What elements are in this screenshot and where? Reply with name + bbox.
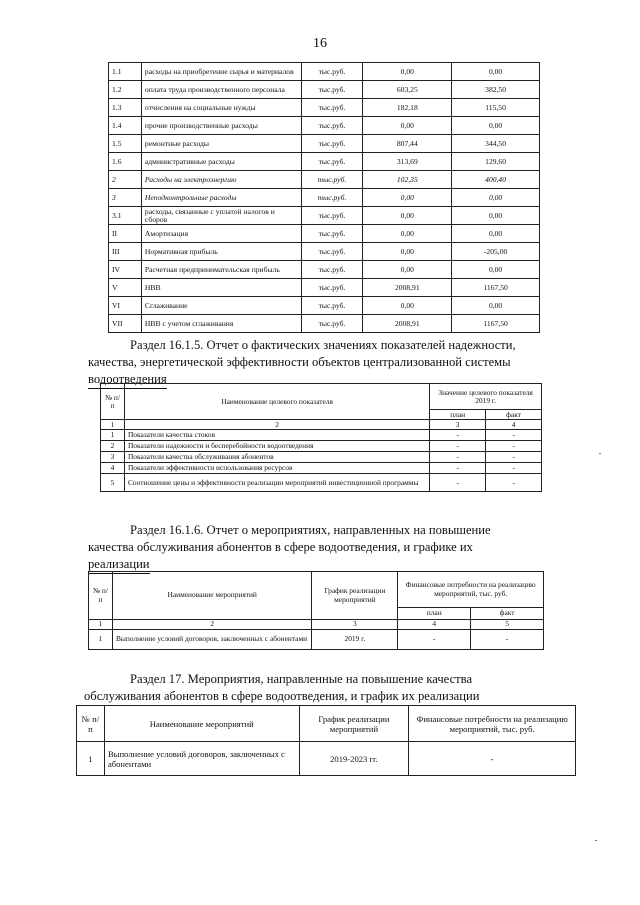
t2-cell-fact: -: [486, 430, 542, 441]
table-row: [109, 99, 540, 117]
section-17-line1: Раздел 17. Мероприятия, направленные на повышение качества: [130, 672, 473, 686]
t1-cell-num: IV: [109, 261, 142, 279]
t3-header-plan: план: [398, 608, 471, 620]
t2-cell-name: Показатели эффективности использования ресурсов: [124, 463, 429, 474]
t4-header-name: Наименование мероприятий: [104, 706, 299, 742]
t2-cell-fact: -: [486, 463, 542, 474]
t3-colnum: 1: [89, 620, 113, 630]
table-row: [101, 441, 542, 452]
table-row: [101, 474, 542, 492]
t1-cell-v2: 0,00: [452, 117, 540, 135]
t4-header-num: № п/п: [77, 706, 105, 742]
t2-cell-num: 3: [101, 452, 125, 463]
t1-cell-v1: 0,00: [363, 243, 452, 261]
t3-header-schedule: График реализации мероприятий: [312, 572, 398, 620]
t1-cell-name: НВВ с учетом сглаживания: [141, 315, 301, 333]
t1-cell-v2: 0,00: [452, 297, 540, 315]
t2-colnum: 3: [430, 420, 486, 430]
table-row: [109, 63, 540, 81]
table-row: [109, 81, 540, 99]
t1-cell-num: 3: [109, 189, 142, 207]
t4-header-schedule: График реализации мероприятий: [299, 706, 409, 742]
t1-cell-v2: 129,60: [452, 153, 540, 171]
t1-cell-v1: 807,44: [363, 135, 452, 153]
t2-header-name: Наименование целевого показателя: [124, 384, 429, 420]
t2-colnum: 1: [101, 420, 125, 430]
t3-colnum: 2: [112, 620, 311, 630]
t1-cell-v2: 400,40: [452, 171, 540, 189]
t2-cell-plan: -: [430, 463, 486, 474]
t1-cell-name: Нормативная прибыль: [141, 243, 301, 261]
t1-cell-name: административные расходы: [141, 153, 301, 171]
measures-report-table: [88, 571, 544, 650]
page-number: 16: [313, 36, 327, 51]
t2-cell-name: Соотношение цены и эффективности реализации мероприятий инвестиционной программы: [124, 474, 429, 492]
t1-cell-unit: тыс.руб.: [301, 117, 363, 135]
t1-cell-num: 1.4: [109, 117, 142, 135]
t2-colnum: 2: [124, 420, 429, 430]
t1-cell-v2: 0,00: [452, 207, 540, 225]
t2-cell-num: 1: [101, 430, 125, 441]
t3-header-name: Наименование мероприятий: [112, 572, 311, 620]
t2-cell-plan: -: [430, 474, 486, 492]
t1-cell-v2: 1167,50: [452, 315, 540, 333]
t1-cell-v2: 344,50: [452, 135, 540, 153]
t1-cell-unit: тыс.руб.: [301, 171, 363, 189]
t1-cell-unit: тыс.руб.: [301, 279, 363, 297]
t1-cell-v1: 102,35: [363, 171, 452, 189]
t1-cell-name: расходы на приобретение сырья и материалов: [141, 63, 301, 81]
section-16-1-6-line1: Раздел 16.1.6. Отчет о мероприятиях, направленных на повышение: [130, 523, 491, 537]
table-row: [101, 463, 542, 474]
t1-cell-name: оплата труда производственного персонала: [141, 81, 301, 99]
t1-cell-num: 1.6: [109, 153, 142, 171]
t1-cell-unit: тыс.руб.: [301, 225, 363, 243]
t1-cell-unit: тыс.руб.: [301, 315, 363, 333]
table-row: [109, 135, 540, 153]
t1-cell-unit: тыс.руб.: [301, 99, 363, 117]
t1-cell-v1: 0,00: [363, 63, 452, 81]
t1-cell-name: Амортизация: [141, 225, 301, 243]
t2-header-value: Значение целевого показателя 2019 г.: [430, 384, 542, 410]
t1-cell-v2: 0,00: [452, 261, 540, 279]
t1-cell-v1: 0,00: [363, 117, 452, 135]
t3-row-schedule: 2019 г.: [312, 630, 398, 650]
t3-colnum: 4: [398, 620, 471, 630]
t1-cell-v1: 2008,91: [363, 279, 452, 297]
t1-cell-v2: 382,50: [452, 81, 540, 99]
t2-cell-num: 5: [101, 474, 125, 492]
t1-cell-num: VII: [109, 315, 142, 333]
table-row: [109, 171, 540, 189]
t2-cell-fact: -: [486, 441, 542, 452]
section-16-1-5-line1: Раздел 16.1.5. Отчет о фактических значениях показателей надежности,: [130, 338, 516, 352]
table-row: [109, 261, 540, 279]
section-16-1-6-line2: качества обслуживания абонентов в сфере водоотведения, и графике их: [88, 540, 473, 554]
t1-cell-num: III: [109, 243, 142, 261]
t1-cell-v2: 115,50: [452, 99, 540, 117]
t1-cell-v1: 313,69: [363, 153, 452, 171]
t1-cell-v1: 0,00: [363, 189, 452, 207]
t1-cell-v1: 2008,91: [363, 315, 452, 333]
t1-cell-name: НВВ: [141, 279, 301, 297]
t1-cell-unit: тыс.руб.: [301, 297, 363, 315]
t2-cell-fact: -: [486, 474, 542, 492]
section-16-1-6-line3: реализации: [88, 556, 150, 574]
t1-cell-v2: -205,00: [452, 243, 540, 261]
measures-plan-table: [76, 705, 576, 776]
table-row: [109, 153, 540, 171]
t1-cell-unit: тыс.руб.: [301, 135, 363, 153]
table-row: [109, 207, 540, 225]
scan-speck: [599, 453, 601, 454]
t2-header-num: № п/п: [101, 384, 125, 420]
t2-cell-name: Показатели качества обслуживания абонентов: [124, 452, 429, 463]
table-row: [89, 630, 544, 650]
t1-cell-v2: 0,00: [452, 189, 540, 207]
t1-cell-unit: тыс.руб.: [301, 261, 363, 279]
t1-cell-num: 1.2: [109, 81, 142, 99]
t4-row-name: Выполнение условий договоров, заключенных с абонентами: [104, 742, 299, 776]
t1-cell-v2: 0,00: [452, 225, 540, 243]
t2-header-plan: план: [430, 410, 486, 420]
t1-cell-v1: 0,00: [363, 261, 452, 279]
t1-cell-v1: 0,00: [363, 225, 452, 243]
t1-cell-unit: тыс.руб.: [301, 81, 363, 99]
t1-cell-name: прочие производственные расходы: [141, 117, 301, 135]
table-row: [101, 430, 542, 441]
t1-cell-unit: тыс.руб.: [301, 243, 363, 261]
t1-cell-v1: 182,18: [363, 99, 452, 117]
t2-cell-fact: -: [486, 452, 542, 463]
table-row: [109, 243, 540, 261]
t1-cell-v1: 0,00: [363, 297, 452, 315]
t1-cell-num: 1.3: [109, 99, 142, 117]
t1-cell-v1: 0,00: [363, 207, 452, 225]
t1-cell-unit: тыс.руб.: [301, 189, 363, 207]
t2-cell-plan: -: [430, 452, 486, 463]
t1-cell-unit: тыс.руб.: [301, 153, 363, 171]
t1-cell-name: Сглаживание: [141, 297, 301, 315]
t3-row-name: Выполнение условий договоров, заключенных с абонентами: [112, 630, 311, 650]
t2-colnum: 4: [486, 420, 542, 430]
t2-cell-name: Показатели надежности и бесперебойности водоотведения: [124, 441, 429, 452]
t2-cell-name: Показатели качества стоков: [124, 430, 429, 441]
section-16-1-5-heading: [88, 337, 576, 389]
t1-cell-name: расходы, связанные с уплатой налогов и сборов: [141, 207, 301, 225]
cost-table: [108, 62, 540, 333]
t1-cell-v1: 603,25: [363, 81, 452, 99]
t3-colnum: 5: [471, 620, 544, 630]
t1-cell-num: 3.1: [109, 207, 142, 225]
t3-row-plan: -: [398, 630, 471, 650]
t4-row-finance: -: [409, 742, 576, 776]
indicators-table: [100, 383, 542, 492]
table-row: [109, 297, 540, 315]
t4-header-finance: Финансовые потребности на реализацию мероприятий, тыс. руб.: [409, 706, 576, 742]
t1-cell-unit: тыс.руб.: [301, 207, 363, 225]
t3-header-finance: Финансовые потребности на реализацию мероприятий, тыс. руб.: [398, 572, 544, 608]
section-16-1-6-heading: [88, 522, 576, 574]
t1-cell-name: Неподконтрольные расходы: [141, 189, 301, 207]
t1-cell-name: Расходы на электроэнергию: [141, 171, 301, 189]
t1-cell-num: 1.5: [109, 135, 142, 153]
section-16-1-5-line2: качества, энергетической эффективности объектов централизованной системы: [88, 355, 511, 369]
t3-row-fact: -: [471, 630, 544, 650]
t1-cell-num: II: [109, 225, 142, 243]
t1-cell-num: 1.1: [109, 63, 142, 81]
table-row: [109, 315, 540, 333]
section-16-1-5-line3: водоотведения: [88, 371, 167, 389]
t1-cell-v2: 1167,50: [452, 279, 540, 297]
section-17-line2: обслуживания абонентов в сфере водоотведения, и график их реализации: [84, 689, 480, 703]
t2-header-fact: факт: [486, 410, 542, 420]
t2-cell-plan: -: [430, 441, 486, 452]
table-row: [77, 742, 576, 776]
t3-colnum: 3: [312, 620, 398, 630]
t3-header-fact: факт: [471, 608, 544, 620]
t2-cell-num: 4: [101, 463, 125, 474]
t4-row-num: 1: [77, 742, 105, 776]
table-row: [109, 279, 540, 297]
table-row: [101, 452, 542, 463]
table-row: [109, 117, 540, 135]
t3-header-num: № п/п: [89, 572, 113, 620]
table-row: [109, 189, 540, 207]
t1-cell-v2: 0,00: [452, 63, 540, 81]
scan-speck: [595, 840, 597, 841]
section-17-heading: [84, 671, 576, 705]
t1-cell-unit: тыс.руб.: [301, 63, 363, 81]
t1-cell-name: ремонтные расходы: [141, 135, 301, 153]
t1-cell-num: V: [109, 279, 142, 297]
t1-cell-name: отчисления на социальные нужды: [141, 99, 301, 117]
t1-cell-num: 2: [109, 171, 142, 189]
table-row: [109, 225, 540, 243]
t4-row-schedule: 2019-2023 гг.: [299, 742, 409, 776]
t2-cell-num: 2: [101, 441, 125, 452]
t3-row-num: 1: [89, 630, 113, 650]
t1-cell-num: VI: [109, 297, 142, 315]
t2-cell-plan: -: [430, 430, 486, 441]
t1-cell-name: Расчетная предпринимательская прибыль: [141, 261, 301, 279]
